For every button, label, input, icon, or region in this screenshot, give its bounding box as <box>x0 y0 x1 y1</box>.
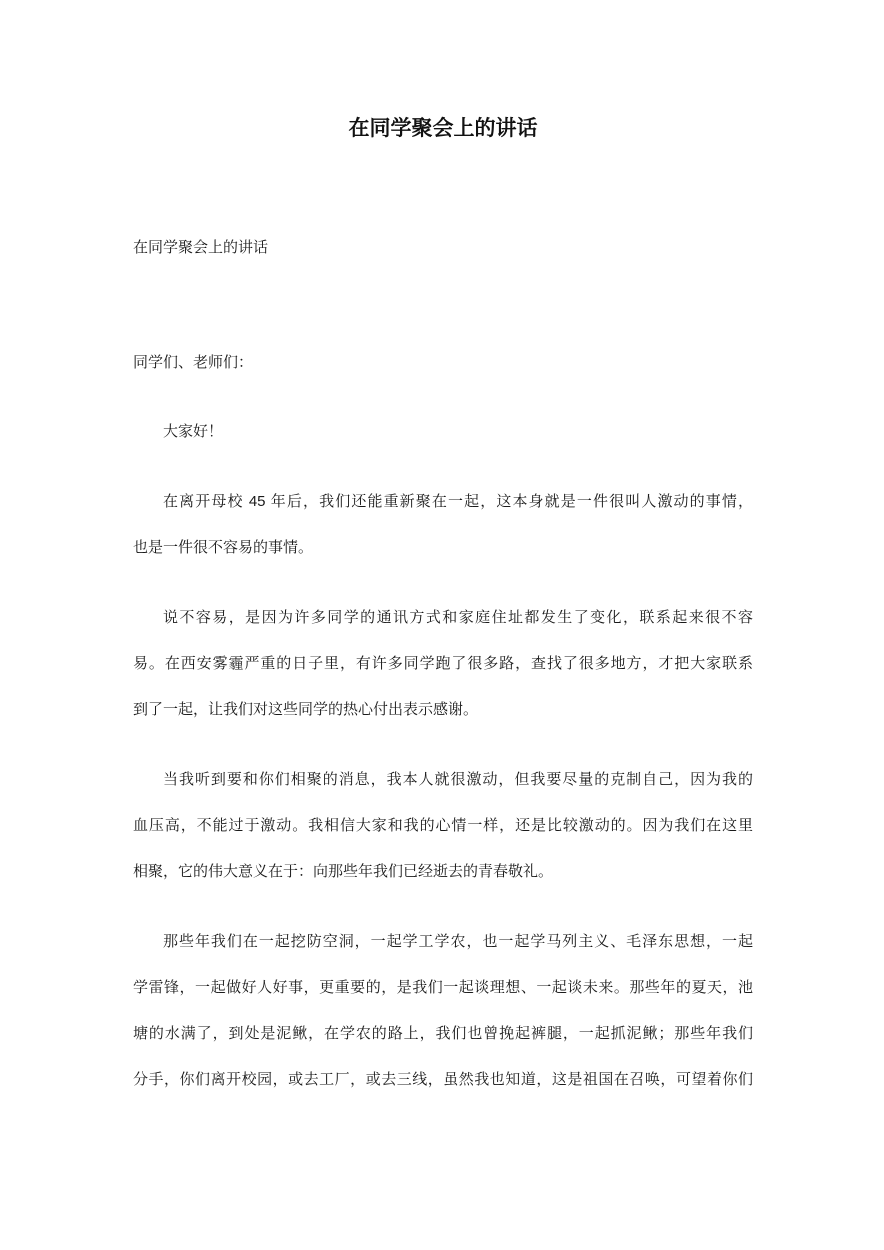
paragraph-3-line-2: 血压高，不能过于激动。我相信大家和我的心情一样，还是比较激动的。因为我们在这里 <box>133 817 753 834</box>
heading-line: 在同学聚会上的讲话 <box>133 239 269 256</box>
salutation-line: 同学们、老师们： <box>133 354 254 371</box>
paragraph-3 <box>133 757 753 895</box>
paragraph-4-line-2: 学雷锋，一起做好人好事，更重要的，是我们一起谈理想、一起谈未来。那些年的夏天，池 <box>133 979 753 996</box>
greeting-line: 大家好！ <box>163 423 224 440</box>
paragraph-2 <box>133 595 753 733</box>
paragraph-4-line-3: 塘的水满了，到处是泥鳅，在学农的路上，我们也曾挽起裤腿，一起抓泥鳅；那些年我们 <box>133 1025 753 1042</box>
paragraph-4 <box>133 919 753 1103</box>
paragraph-3-line-1: 当我听到要和你们相聚的消息，我本人就很激动，但我要尽量的克制自己，因为我的 <box>163 771 753 788</box>
paragraph-1 <box>133 479 753 571</box>
paragraph-2-line-1: 说不容易，是因为许多同学的通讯方式和家庭住址都发生了变化，联系起来很不容 <box>163 609 753 626</box>
paragraph-1-line-2: 也是一件很不容易的事情。 <box>133 539 314 556</box>
paragraph-3-line-3: 相聚，它的伟大意义在于：向那些年我们已经逝去的青春敬礼。 <box>133 863 554 880</box>
paragraph-4-line-1: 那些年我们在一起挖防空洞，一起学工学农，也一起学马列主义、毛泽东思想，一起 <box>163 933 753 950</box>
paragraph-1-line-1: 在离开母校 45 年后，我们还能重新聚在一起，这本身就是一件很叫人激动的事情， <box>163 493 753 510</box>
paragraph-2-line-3: 到了一起，让我们对这些同学的热心付出表示感谢。 <box>133 701 479 718</box>
document-title: 在同学聚会上的讲话 <box>348 117 538 140</box>
paragraph-2-line-2: 易。在西安雾霾严重的日子里，有许多同学跑了很多路，查找了很多地方，才把大家联系 <box>133 655 753 672</box>
paragraph-4-line-4: 分手，你们离开校园，或去工厂，或去三线，虽然我也知道，这是祖国在召唤，可望着你们 <box>133 1071 753 1088</box>
